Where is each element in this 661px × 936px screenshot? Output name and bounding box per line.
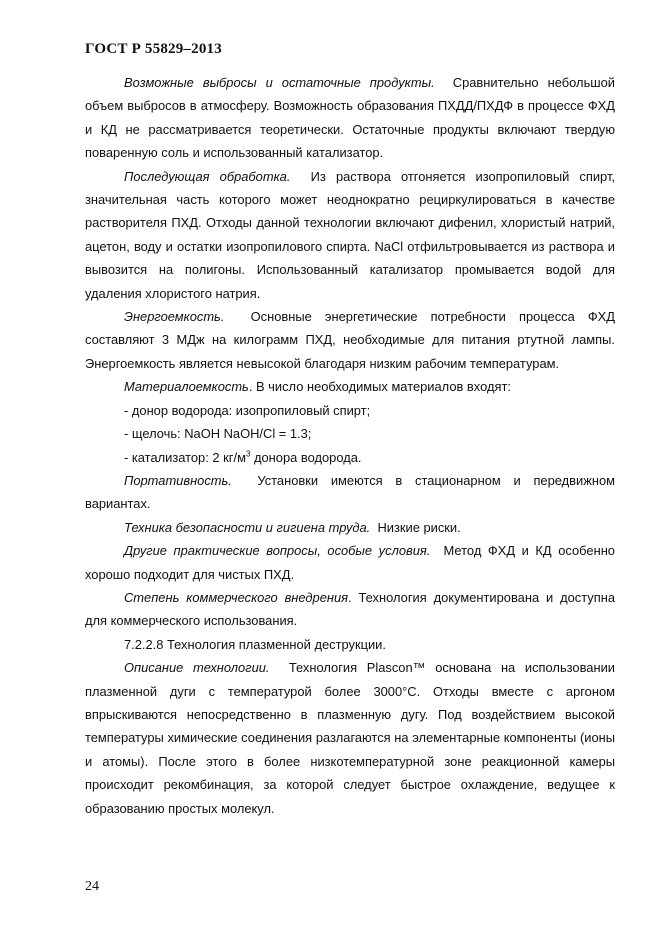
paragraph-other-issues <box>85 539 615 586</box>
main-text <box>85 71 615 820</box>
paragraph-lead: Степень коммерческого внедрения <box>124 589 349 605</box>
paragraph-body: Низкие риски. <box>377 519 461 535</box>
paragraph-emissions <box>85 71 615 165</box>
paragraph-lead: Описание технологии. <box>124 660 270 676</box>
paragraph-body: . Технология документирована и доступна для коммерческого использования. <box>85 589 615 629</box>
paragraph-lead: Последующая обработка. <box>124 168 291 184</box>
paragraph-post-treatment <box>85 165 615 305</box>
paragraph-lead: Портативность. <box>124 472 232 488</box>
paragraph-safety <box>85 516 615 539</box>
list-item-catalyst <box>85 446 615 469</box>
paragraph-body: Основные энергетические потребности процесса ФХД составляют 3 МДж на килограмм ПХД, необходимые для питания ртутной лампы. Энергоемкость является невысокой благодаря низким рабочим температурам. <box>85 309 615 371</box>
section-heading: 7.2.2.8 Технология плазменной деструкции. <box>124 636 386 652</box>
paragraph-portability <box>85 469 615 516</box>
paragraph-lead: Энергоемкость. <box>124 309 225 325</box>
paragraph-lead: Техника безопасности и гигиена труда. <box>124 519 371 535</box>
list-item-donor: - донор водорода: изопропиловый спирт; <box>124 402 371 418</box>
paragraph-energy <box>85 305 615 375</box>
paragraph-body: Технология Plascon™ основана на использовании плазменной дуги с температурой более 3000°C. Отходы вместе с аргоном впрыскиваются непосредственно в плазменную дугу. Под воздействием высокой температуры химические соединения разлагаются на элементарные компоненты (ионы и атомы). После этого в более низкотемпературной зоне реакционной камеры происходит рекомбинация, за которой следует быстрое охлаждение, ведущее к образованию простых молекул. <box>85 660 615 816</box>
paragraph-description <box>85 656 615 820</box>
paragraph-body: Сравнительно небольшой объем выбросов в атмосферу. Возможность образования ПХДД/ПХДФ в процессе ФХД и КД не рассматривается теоретически. Остаточные продукты включают твердую поваренную соль и использованный катализатор. <box>85 75 615 161</box>
paragraph-body: . В число необходимых материалов входят: <box>248 379 511 395</box>
paragraph-lead: Материалоемкость <box>124 379 249 395</box>
paragraph-commercial <box>85 586 615 633</box>
catalyst-text-end: донора водорода. <box>250 449 362 465</box>
superscript-3: 3 <box>245 449 251 459</box>
paragraph-lead: Другие практические вопросы, особые условия. <box>124 543 431 559</box>
paragraph-materials <box>85 375 615 398</box>
paragraph-body: Из раствора отгоняется изопропиловый спирт, значительная часть которого может неоднократно рециркулироваться в качестве растворителя ПХД. Отходы данной технологии включают дифенил, хлористый натрий, ацетон, воду и остатки изопропилового спирта. NaCl отфильтровывается из раствора и вывозится на полигоны. Использованный катализатор промывается водой для удаления хлористого натрия. <box>85 168 615 301</box>
paragraph-body: Установки имеются в стационарном и передвижном вариантах. <box>85 472 615 512</box>
document-header: ГОСТ Р 55829–2013 <box>85 41 222 57</box>
list-item-alkali: - щелочь: NaOH NaOH/Cl = 1.3; <box>124 426 312 442</box>
paragraph-body: Метод ФХД и КД особенно хорошо подходит для чистых ПХД. <box>85 543 615 582</box>
catalyst-text: - катализатор: 2 кг/м <box>124 449 246 465</box>
paragraph-lead: Возможные выбросы и остаточные продукты. <box>124 75 435 90</box>
page-number: 24 <box>85 879 99 894</box>
